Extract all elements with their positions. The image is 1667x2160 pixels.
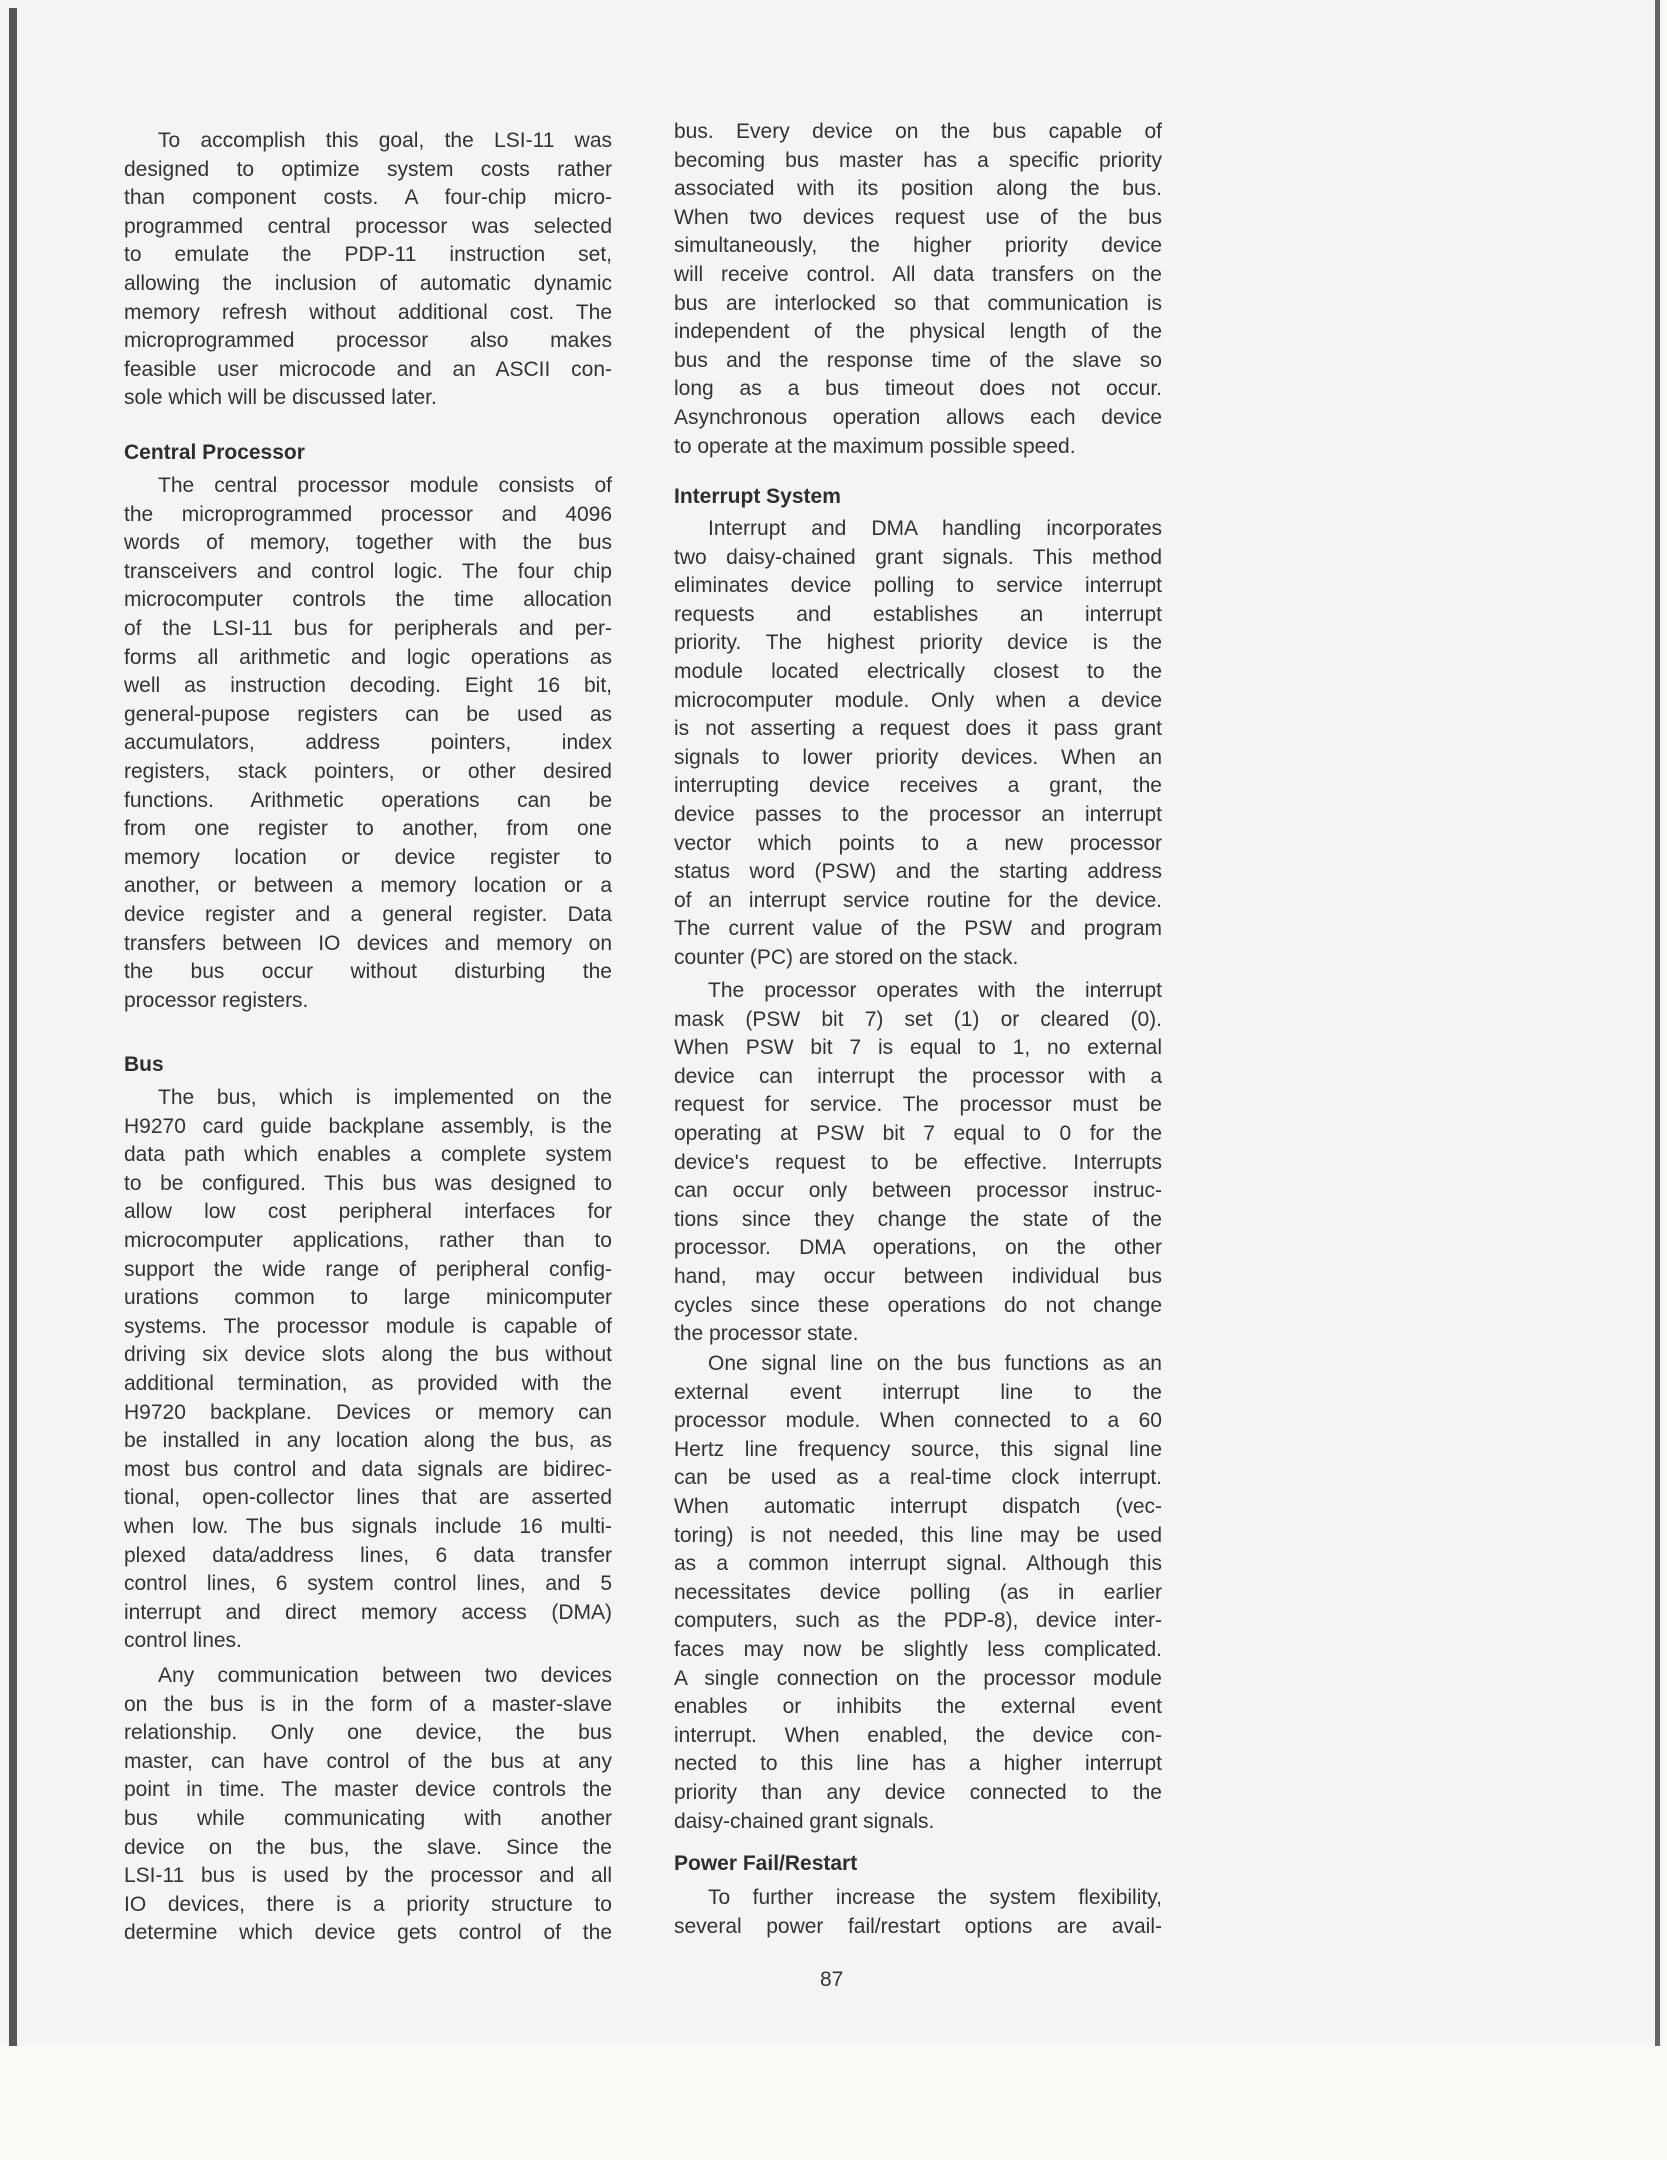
text-line: be installed in any location along the bus, as bbox=[124, 1429, 612, 1453]
text-line: A single connection on the processor module bbox=[674, 1666, 1162, 1690]
text-line: requests and establishes an interrupt bbox=[674, 602, 1162, 626]
text-line: priority. The highest priority device is the bbox=[674, 631, 1162, 655]
paragraph-communication bbox=[124, 1662, 612, 1948]
text-line: IO devices, there is a priority structure to bbox=[124, 1892, 612, 1916]
text-line: most bus control and data signals are bidirec- bbox=[124, 1457, 612, 1481]
text-line: the microprogrammed processor and 4096 bbox=[124, 502, 612, 526]
text-line: interrupt. When enabled, the device con- bbox=[674, 1723, 1162, 1747]
text-line: designed to optimize system costs rather bbox=[124, 157, 612, 181]
text-line: device can interrupt the processor with a bbox=[674, 1064, 1162, 1088]
text-line: module located electrically closest to the bbox=[674, 659, 1162, 683]
text-line: to be configured. This bus was designed to bbox=[124, 1171, 612, 1195]
text-line: Any communication between two devices bbox=[158, 1664, 612, 1687]
text-line: status word (PSW) and the starting address bbox=[674, 860, 1162, 884]
text-line: transceivers and control logic. The four chip bbox=[124, 559, 612, 583]
page-edge-right bbox=[1655, 0, 1660, 2046]
text-line: enables or inhibits the external event bbox=[674, 1695, 1162, 1719]
text-line: processor registers. bbox=[124, 988, 309, 1012]
text-line: operating at PSW bit 7 equal to 0 for the bbox=[674, 1121, 1162, 1145]
text-line: memory refresh without additional cost. The bbox=[124, 300, 612, 324]
text-line: interrupting device receives a grant, the bbox=[674, 774, 1162, 798]
text-line: tions since they change the state of the bbox=[674, 1207, 1162, 1231]
text-line: cycles since these operations do not change bbox=[674, 1293, 1162, 1317]
text-line: counter (PC) are stored on the stack. bbox=[674, 945, 1019, 969]
text-line: data path which enables a complete system bbox=[124, 1143, 612, 1167]
text-line: microcomputer controls the time allocation bbox=[124, 588, 612, 612]
text-line: of an interrupt service routine for the device. bbox=[674, 888, 1162, 912]
page-edge-left bbox=[9, 8, 17, 2046]
text-line: device's request to be effective. Interrupts bbox=[674, 1150, 1162, 1174]
text-line: H9720 backplane. Devices or memory can bbox=[124, 1400, 612, 1424]
text-line: forms all arithmetic and logic operations as bbox=[124, 645, 612, 669]
text-line: bus. Every device on the bus capable of bbox=[674, 120, 1162, 143]
text-line: faces may now be slightly less complicated. bbox=[674, 1637, 1162, 1661]
text-line: relationship. Only one device, the bus bbox=[124, 1721, 612, 1745]
text-line: priority than any device connected to the bbox=[674, 1780, 1162, 1804]
text-line: processor module. When connected to a 60 bbox=[674, 1409, 1162, 1433]
text-line: than component costs. A four-chip micro- bbox=[124, 186, 612, 210]
paragraph-bus bbox=[124, 1084, 612, 1656]
text-line: hand, may occur between individual bus bbox=[674, 1264, 1162, 1288]
text-line: bus while communicating with another bbox=[124, 1806, 612, 1830]
text-line: long as a bus timeout does not occur. bbox=[674, 377, 1162, 401]
text-line: signals to lower priority devices. When an bbox=[674, 745, 1162, 769]
text-line: microcomputer applications, rather than to bbox=[124, 1228, 612, 1252]
text-line: can be used as a real-time clock interrupt. bbox=[674, 1466, 1162, 1490]
text-line: on the bus is in the form of a master-slave bbox=[124, 1692, 612, 1716]
text-line: control lines, 6 system control lines, and 5 bbox=[124, 1572, 612, 1596]
text-line: well as instruction decoding. Eight 16 bit, bbox=[124, 674, 612, 698]
paragraph-intro bbox=[124, 127, 612, 413]
text-line: computers, such as the PDP-8), device inter- bbox=[674, 1609, 1162, 1633]
text-line: systems. The processor module is capable of bbox=[124, 1314, 612, 1338]
text-line: interrupt and direct memory access (DMA) bbox=[124, 1600, 612, 1624]
heading-central-processor: Central Processor bbox=[124, 441, 305, 464]
text-line: from one register to another, from one bbox=[124, 817, 612, 841]
text-line: accumulators, address pointers, index bbox=[124, 731, 612, 755]
text-line: allow low cost peripheral interfaces for bbox=[124, 1200, 612, 1224]
paragraph-power-fail bbox=[674, 1884, 1162, 1941]
text-line: several power fail/restart options are avail- bbox=[674, 1914, 1162, 1938]
text-line: registers, stack pointers, or other desired bbox=[124, 759, 612, 783]
text-line: When automatic interrupt dispatch (vec- bbox=[674, 1494, 1162, 1518]
text-line: request for service. The processor must be bbox=[674, 1093, 1162, 1117]
text-line: necessitates device polling (as in earlier bbox=[674, 1580, 1162, 1604]
text-line: To accomplish this goal, the LSI-11 was bbox=[158, 129, 612, 152]
text-line: external event interrupt line to the bbox=[674, 1380, 1162, 1404]
text-line: the processor state. bbox=[674, 1322, 859, 1346]
text-line: microprogrammed processor also makes bbox=[124, 329, 612, 353]
heading-interrupt-system: Interrupt System bbox=[674, 485, 841, 508]
text-line: nected to this line has a higher interrupt bbox=[674, 1752, 1162, 1776]
text-line: device passes to the processor an interrupt bbox=[674, 802, 1162, 826]
text-line: another, or between a memory location or a bbox=[124, 874, 612, 898]
text-line: support the wide range of peripheral config- bbox=[124, 1257, 612, 1281]
text-line: becoming bus master has a specific priority bbox=[674, 148, 1162, 172]
text-line: general-pupose registers can be used as bbox=[124, 702, 612, 726]
text-line: When PSW bit 7 is equal to 1, no external bbox=[674, 1036, 1162, 1060]
text-line: LSI-11 bus is used by the processor and all bbox=[124, 1864, 612, 1888]
paragraph-interrupt bbox=[674, 515, 1162, 973]
text-line: tional, open-collector lines that are asserted bbox=[124, 1486, 612, 1510]
text-line: control lines. bbox=[124, 1629, 242, 1653]
text-line: independent of the physical length of the bbox=[674, 320, 1162, 344]
heading-bus: Bus bbox=[124, 1053, 164, 1076]
text-line: additional termination, as provided with the bbox=[124, 1371, 612, 1395]
text-line: master, can have control of the bus at any bbox=[124, 1749, 612, 1773]
text-line: allowing the inclusion of automatic dynamic bbox=[124, 271, 612, 295]
paragraph-external-event bbox=[674, 1350, 1162, 1836]
text-line: of the LSI-11 bus for peripherals and per- bbox=[124, 616, 612, 640]
paragraph-central-processor bbox=[124, 472, 612, 1015]
text-line: point in time. The master device controls the bbox=[124, 1778, 612, 1802]
text-line: associated with its position along the bus. bbox=[674, 177, 1162, 201]
paragraph-bus-continued bbox=[674, 118, 1162, 461]
text-line: driving six device slots along the bus without bbox=[124, 1343, 612, 1367]
text-line: the bus occur without disturbing the bbox=[124, 960, 612, 984]
text-line: determine which device gets control of the bbox=[124, 1921, 612, 1945]
paragraph-interrupt-mask bbox=[674, 977, 1162, 1349]
text-line: as a common interrupt signal. Although this bbox=[674, 1552, 1162, 1576]
text-line: device on the bus, the slave. Since the bbox=[124, 1835, 612, 1859]
text-line: The current value of the PSW and program bbox=[674, 917, 1162, 941]
text-line: to emulate the PDP-11 instruction set, bbox=[124, 243, 612, 267]
page-number: 87 bbox=[820, 1968, 844, 1991]
text-line: The processor operates with the interrupt bbox=[708, 979, 1162, 1002]
text-line: simultaneously, the higher priority device bbox=[674, 234, 1162, 258]
text-line: To further increase the system flexibility, bbox=[708, 1886, 1162, 1909]
text-line: transfers between IO devices and memory on bbox=[124, 931, 612, 955]
text-line: words of memory, together with the bus bbox=[124, 531, 612, 555]
heading-power-fail-restart: Power Fail/Restart bbox=[674, 1852, 858, 1875]
text-line: One signal line on the bus functions as an bbox=[708, 1352, 1162, 1375]
text-line: will receive control. All data transfers on the bbox=[674, 262, 1162, 286]
text-line: bus and the response time of the slave so bbox=[674, 348, 1162, 372]
text-line: toring) is not needed, this line may be used bbox=[674, 1523, 1162, 1547]
text-line: microcomputer module. Only when a device bbox=[674, 688, 1162, 712]
text-line: Hertz line frequency source, this signal line bbox=[674, 1437, 1162, 1461]
text-line: is not asserting a request does it pass grant bbox=[674, 717, 1162, 741]
text-line: The bus, which is implemented on the bbox=[158, 1086, 612, 1109]
text-line: eliminates device polling to service interrupt bbox=[674, 574, 1162, 598]
text-line: memory location or device register to bbox=[124, 845, 612, 869]
text-line: two daisy-chained grant signals. This method bbox=[674, 545, 1162, 569]
text-line: vector which points to a new processor bbox=[674, 831, 1162, 855]
text-line: Interrupt and DMA handling incorporates bbox=[708, 517, 1162, 540]
text-line: urations common to large minicomputer bbox=[124, 1286, 612, 1310]
text-line: When two devices request use of the bus bbox=[674, 205, 1162, 229]
text-line: plexed data/address lines, 6 data transfer bbox=[124, 1543, 612, 1567]
text-line: when low. The bus signals include 16 multi- bbox=[124, 1514, 612, 1538]
text-line: The central processor module consists of bbox=[158, 474, 612, 497]
text-line: processor. DMA operations, on the other bbox=[674, 1236, 1162, 1260]
text-line: Asynchronous operation allows each device bbox=[674, 405, 1162, 429]
text-line: daisy-chained grant signals. bbox=[674, 1809, 935, 1833]
text-line: to operate at the maximum possible speed. bbox=[674, 434, 1076, 458]
text-line: H9270 card guide backplane assembly, is the bbox=[124, 1114, 612, 1138]
text-line: programmed central processor was selected bbox=[124, 214, 612, 238]
text-line: device register and a general register. Data bbox=[124, 902, 612, 926]
text-line: feasible user microcode and an ASCII con- bbox=[124, 357, 612, 381]
text-line: mask (PSW bit 7) set (1) or cleared (0). bbox=[674, 1007, 1162, 1031]
text-line: bus are interlocked so that communication is bbox=[674, 291, 1162, 315]
text-line: functions. Arithmetic operations can be bbox=[124, 788, 612, 812]
text-line: sole which will be discussed later. bbox=[124, 386, 437, 410]
text-line: can occur only between processor instruc- bbox=[674, 1179, 1162, 1203]
